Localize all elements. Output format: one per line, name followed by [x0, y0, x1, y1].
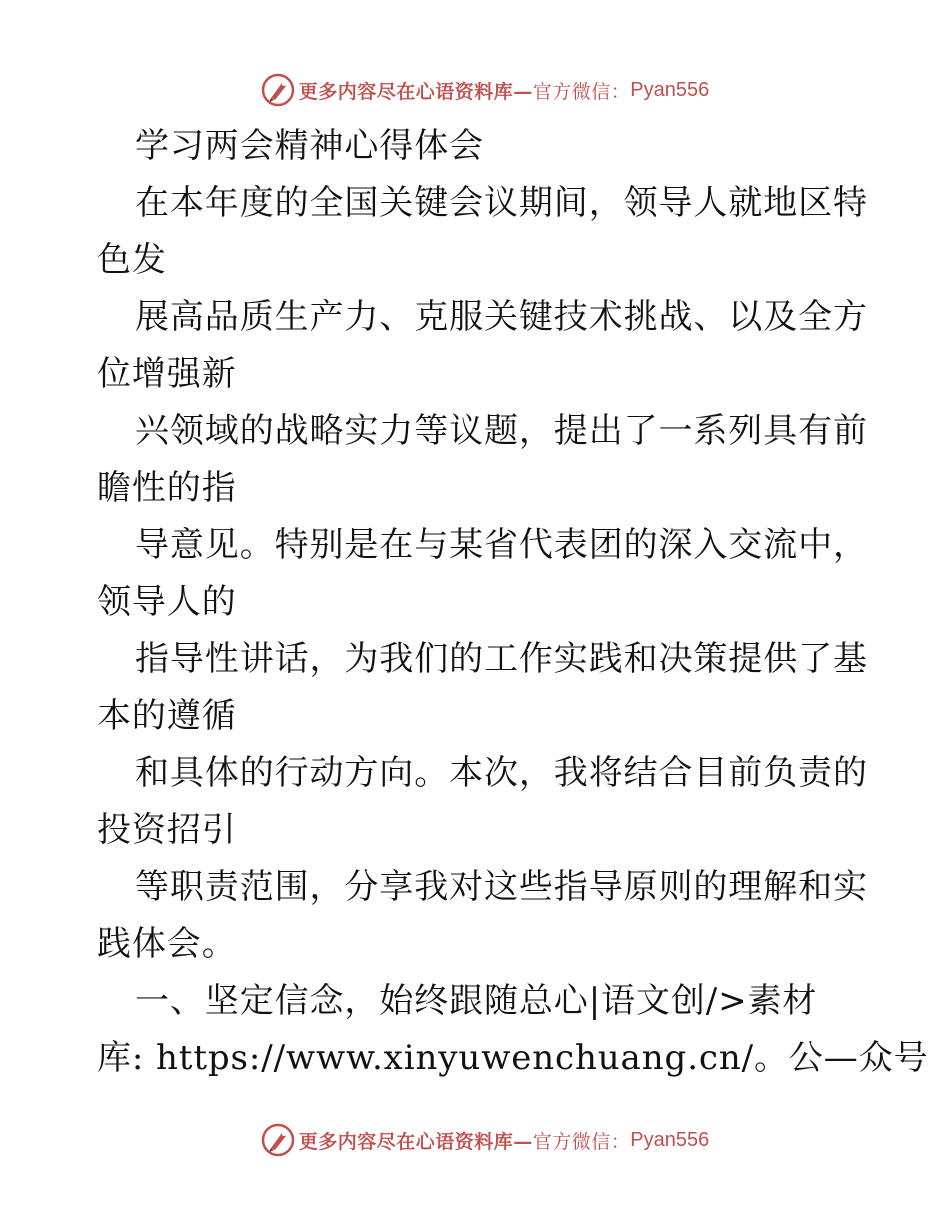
watermark-wechat-id: Pyan556: [630, 1128, 710, 1151]
footer-watermark: [0, 1120, 950, 1160]
document-body: [97, 118, 929, 1087]
paragraph-line: 库: https://www.xinyuwenchuang.cn/。公—众号: [97, 1038, 929, 1078]
paragraph-line: 指导性讲话，为我们的工作实践和决策提供了基: [135, 639, 868, 679]
paragraph-line: 践体会。: [97, 924, 237, 964]
paragraph-line: 瞻性的指: [97, 468, 237, 508]
section-heading: 一、坚定信念，始终跟随总心|语文创/>素材: [135, 981, 818, 1021]
pen-logo-icon: [261, 73, 295, 107]
pen-logo-icon: [261, 1123, 295, 1157]
paragraph-line: 投资招引: [97, 810, 237, 850]
document-title: 学习两会精神心得体会: [135, 126, 484, 166]
watermark-row: [261, 73, 710, 107]
watermark-brand: 更多内容尽在心语资料库—: [298, 80, 533, 103]
watermark-wechat-label: 官方微信：: [532, 1130, 631, 1153]
paragraph-line: 领导人的: [97, 582, 237, 622]
watermark-row: [261, 1123, 710, 1157]
header-watermark: [0, 70, 950, 110]
paragraph-line: 色发: [97, 240, 167, 280]
paragraph-line: 导意见。特别是在与某省代表团的深入交流中，: [135, 525, 868, 565]
paragraph-line: 本的遵循: [97, 696, 237, 736]
watermark-brand: 更多内容尽在心语资料库—: [298, 1130, 533, 1153]
watermark-wechat-id: Pyan556: [630, 78, 710, 101]
paragraph-line: 和具体的行动方向。本次，我将结合目前负责的: [135, 753, 868, 793]
paragraph-line: 等职责范围，分享我对这些指导原则的理解和实: [135, 867, 868, 907]
paragraph-line: 位增强新: [97, 354, 237, 394]
paragraph-line: 兴领域的战略实力等议题，提出了一系列具有前: [135, 411, 868, 451]
paragraph-line: 展高品质生产力、克服关键技术挑战、以及全方: [135, 297, 868, 337]
watermark-wechat-label: 官方微信：: [532, 80, 631, 103]
paragraph-line: 在本年度的全国关键会议期间，领导人就地区特: [135, 183, 868, 223]
